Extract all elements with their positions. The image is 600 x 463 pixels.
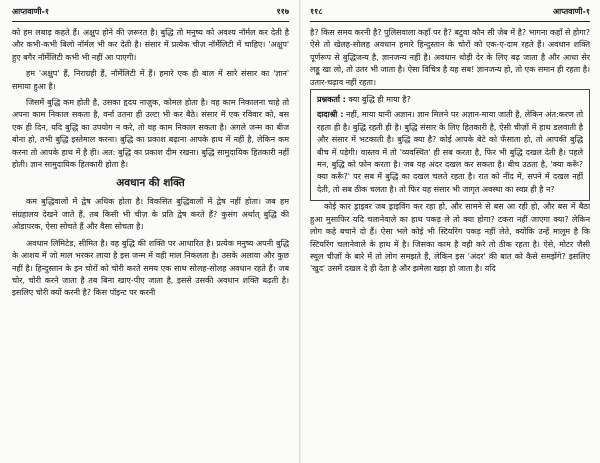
right-page-header [310,6,590,20]
left-header-rule [12,21,289,22]
right-paragraph: है? किस समय करनी है? पुलिसवाला कहाँ पर है? बटुवा कौन सी जेब में है? भागना कहाँ से होगा? ऐसे तो खेलह-सोलह अवधान हमारे हिन्दुस्तान के चोरों को एक-ए-दाम रहते हैं। अवधान शक्ति पूर्णरूप से बुद्धिजन्य है, ज्ञानजन्य नहीं है। अवधान थोड़ी देर के लिए बढ़ जाता है और आधा सेर लड्डू खा लो, तो उतर भी जाता है। ऐसा विचित्र है यह सब! ज्ञानजन्य हो, तो एक समान ही रहता है। उतार-चढ़ाव नहीं रहता। [310,28,590,87]
question-text: क्या बुद्धि ही माया है? [348,95,411,105]
right-page [310,6,590,458]
left-paragraph: जिसमें बुद्धि कम होती है, उसका हृदय नाज़ुक, कोमल होता है। वह काम निकालना चाहे तो अपना काम निकाल सकता है, वर्ना उतना ही उल्टा भी कर बैठे। संसार में एक रविवार को, बस एक ही दिन, यदि बुद्धि का उपयोग न करे, तो वह काम निकाल सकता है। अगले जन्म का बीज बोना हो, तभी बुद्धि इस्तेमाल करना। बुद्धि का प्रकाश बढ़ाना आपके हाथ में नहीं है, लेकिन कम करना तो आपके हाथ में है ही। अत: बुद्धि का प्रकाश दीम रखना। बुद्धि सामुदायिक हितकारी नहीं होती। ज्ञान सामुदायिक हितकारी होता है। [12,98,289,170]
section-paragraph: कम बुद्धिवालों में द्वेष अधिक होता है। विकसित बुद्धिवालों में द्वेष नहीं होता। जब हम संग्रहालय देखने जाते हैं, तब किसी भी चीज़ के प्रति द्वेष करते हैं? कुसंग अर्थात् बुद्धि की ओडापरक, ऐसा सोचते हैं और वैसा सोचता है। [12,197,289,232]
question [317,94,583,106]
left-paragraph: को हम लबाड़ कहते हैं। अक्षुप होने की ज़रूरत है। बुद्धि तो मनुष्य को अवश्य नॉर्मल कर देती है और कभी-कभी बिलो नॉर्मल भी कर देती है। संसार में प्रत्येक चीज़ नॉर्मेलिटी में चाहिए। 'अक्षुप' हुए बगैर नॉर्मेलिटी कभी भी नहीं आ पाएगी। [12,28,289,62]
section-heading: अवधान की शक्ति [116,177,185,190]
left-running-title: आप्तवाणी-१ [12,7,50,16]
answer-label: दादाश्री : [317,110,344,120]
left-page-number: ११७ [276,7,289,16]
section-paragraph: अवधान लिमिटेड, सीमित है। वह बुद्धि की शक्ति पर आधारित है। प्रत्येक मनुष्य अपनी बुद्धि के आशय में जो माल भरकर लाया है इस जन्म में वही माल निकलता है। उसके अलावा और कुछ नहीं है। हिन्दुस्तान के इन चोरों को चोरी करते समय एक साथ सोलह-सोलह अवधान रहते हैं। जब चोर, चोरी करने जाता है तब बिना खाए-पीए जाता है, इससे उसकी अवधान शक्ति बढ़ती है। इसलिए चोरी क्यों करनी है? किस पॉइन्ट पर करनी [12,238,289,298]
closing-paragraph: कोई कार ड्राइवर जब ड्राइविंग कर रहा हो, और सामने से बस आ रही हो, और बस में बैठा हुआ मुसाफिर यदि चलानेवाले का हाथ पकड़ ले तो क्या होगा? टकरा नहीं जाएगा क्या? लेकिन लोग कहे बचाने दो हैं। ऐसा भले कोई भी स्टियरिंग पकड़ नहीं लेते, क्योंकि उन्हें मालूम है कि स्टियरिंग चलानेवाले के हाथ में है। जिसका काम है वही करे तो ठीक रहता है। ऐसे, मोटर जैसी स्थूल चीज़ों के बारे में तो लोग समझते हैं, लेकिन इस 'अंदर' की बात को कैसे समझेंगे? इसलिए 'खुद' उसमें दखल दे ही देता है और झमेला खड़ा हो जाता है। यदि [310,202,590,274]
right-page-body [310,27,590,276]
qa-box [310,89,590,201]
left-paragraph: हम 'अक्षुप' हैं, निराग्रही हैं, नॉर्मेलिटी में हैं। हमारे एक ही बाल में सारे संसार का 'ज्ञान' समाया हुआ है। [12,69,289,91]
left-page [12,6,289,458]
answer-text: नहीं, माया यानी अज्ञान। ज्ञान मिलने पर अज्ञान-माया जाती है, लेकिन अंत:करण तो रहता ही है। बुद्धि रहती ही है। बुद्धि संसार के लिए हितकारी है, ऐसी चीज़ों में हाथ डलवाती है और संसार में भटकाती है। बुद्धि क्या है? कोई आपके बेटे को फँसाता हो, तो आपकी बुद्धि बीच में पड़ेगी। वास्तव में तो 'व्यवस्थित' ही सब करता है, फिर भी बुद्धि दखल देती है। पहले मन, बुद्धि को फोन करता है। जब यह अंदर दखल कर सकता है। बीच उठता है, 'क्या करूँ? क्या करूँ?' पर सब में बुद्धि का दखल चलते रहता है। रात को नींद में, सपने में दखल नहीं देती, तो सब ठीक चलता है। तो फिर यह संसार भी जागृत अवस्था का स्वप्न ही है न? [317,110,584,194]
right-page-number: ११८ [310,7,323,16]
answer [317,109,583,196]
book-gutter [299,0,301,463]
right-header-rule [310,21,590,22]
left-page-header [12,6,289,20]
left-page-body [12,27,289,300]
right-running-title: आप्तवाणी-१ [552,7,590,16]
question-label: प्रश्नकर्ता : [317,95,346,105]
